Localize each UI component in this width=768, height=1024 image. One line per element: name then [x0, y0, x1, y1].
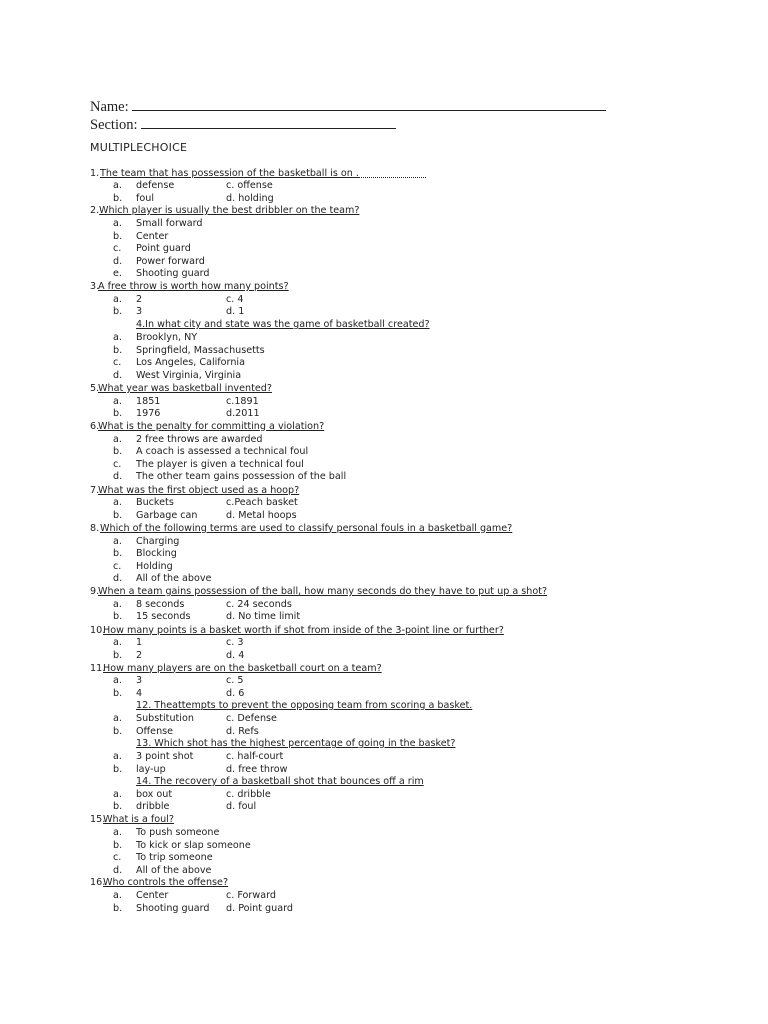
- option-letter: a.: [113, 535, 122, 547]
- option-row: [0, 536, 768, 549]
- option-letter: b.: [113, 344, 123, 356]
- section-title: MULTIPLECHOICE: [90, 141, 188, 154]
- option-text[interactable]: Shooting guard: [136, 268, 210, 279]
- option-text[interactable]: 1: [136, 637, 143, 648]
- option-text[interactable]: d. No time limit: [226, 611, 301, 622]
- question-number: 7.: [90, 484, 100, 496]
- option-text[interactable]: Small forward: [136, 218, 203, 229]
- section-line: [90, 114, 396, 133]
- question-9: [0, 586, 768, 599]
- question-text: Who controls the offense?: [103, 877, 229, 888]
- option-text[interactable]: 3: [136, 675, 143, 686]
- option-row: [0, 180, 768, 193]
- question-text: A free throw is worth how many points?: [98, 281, 289, 292]
- option-letter: b.: [113, 192, 123, 204]
- option-text[interactable]: dribble: [136, 801, 170, 812]
- question-text: 14. The recovery of a basketball shot that bounces off a rim: [136, 776, 424, 787]
- option-text[interactable]: c. 4: [226, 293, 244, 305]
- question-text-part: The team that has possession of the basketball is on: [100, 168, 353, 179]
- option-text[interactable]: Buckets: [136, 497, 174, 508]
- option-letter: c.: [113, 357, 122, 368]
- option-letter: b.: [113, 306, 123, 317]
- option-row: [0, 903, 768, 916]
- question-text: When a team gains possession of the ball, how many seconds do they have to put up a shot?: [98, 586, 548, 597]
- question-text: What is the penalty for committing a violation?: [98, 420, 325, 432]
- question-8: [0, 523, 768, 536]
- option-letter: c.: [113, 458, 122, 470]
- answer-blank: [172, 700, 246, 710]
- option-text[interactable]: Shooting guard: [136, 902, 210, 914]
- option-row: [0, 332, 768, 345]
- option-letter: a.: [113, 497, 122, 508]
- option-row: [0, 611, 768, 624]
- option-text[interactable]: c. 3: [226, 637, 244, 648]
- option-letter: a.: [113, 637, 122, 648]
- question-number: 15.: [90, 814, 106, 825]
- question-text-part: 12. The: [136, 700, 173, 711]
- question-number: 16.: [90, 877, 106, 888]
- option-letter: b.: [113, 725, 123, 737]
- option-text[interactable]: Brooklyn, NY: [136, 332, 198, 343]
- option-row: [0, 764, 768, 777]
- question-15: [0, 814, 768, 827]
- option-text[interactable]: d. Metal hoops: [226, 510, 297, 521]
- question-number: 5.: [90, 383, 100, 394]
- option-text[interactable]: d. 6: [226, 687, 245, 699]
- question-3: [0, 281, 768, 294]
- option-text[interactable]: Center: [136, 230, 169, 242]
- option-letter: d.: [113, 471, 123, 482]
- option-row: [0, 306, 768, 319]
- option-row: [0, 599, 768, 612]
- question-11: [0, 663, 768, 676]
- option-text[interactable]: All of the above: [136, 573, 212, 584]
- option-text[interactable]: 2 free throws are awarded: [136, 433, 263, 445]
- name-field[interactable]: [132, 96, 606, 111]
- option-text[interactable]: d. foul: [226, 801, 257, 812]
- option-text[interactable]: 4: [136, 687, 143, 699]
- question-number: 1.: [90, 168, 100, 179]
- option-text[interactable]: Blocking: [136, 548, 177, 559]
- option-text[interactable]: Holding: [136, 560, 173, 572]
- option-text[interactable]: Power forward: [136, 255, 205, 267]
- option-text[interactable]: c. half-court: [226, 751, 284, 762]
- question-12: [0, 700, 768, 713]
- option-row: [0, 789, 768, 802]
- option-text[interactable]: 2: [136, 293, 143, 305]
- option-letter: b.: [113, 548, 123, 559]
- question-1: [0, 168, 768, 181]
- question-text: What is a foul?: [103, 814, 174, 825]
- question-text: How many points is a basket worth if shot from inside of the 3-point line or further?: [103, 624, 504, 636]
- option-text[interactable]: The player is given a technical foul: [136, 458, 304, 470]
- question-text: 13. Which shot has the highest percentage of going in the basket?: [136, 738, 456, 749]
- option-letter: b.: [113, 839, 123, 851]
- option-text[interactable]: d. holding: [226, 192, 274, 204]
- option-text[interactable]: Offense: [136, 725, 174, 737]
- option-text[interactable]: 3: [136, 306, 143, 317]
- option-row: [0, 370, 768, 383]
- option-letter: a.: [113, 598, 122, 610]
- question-text-part: attempts to prevent the opposing team from scoring a basket.: [172, 700, 473, 711]
- option-letter: d.: [113, 369, 123, 381]
- option-letter: d.: [113, 864, 123, 876]
- option-row: [0, 408, 768, 421]
- option-row: [0, 548, 768, 561]
- option-text[interactable]: c. Defense: [226, 713, 277, 724]
- question-6: [0, 421, 768, 434]
- option-text[interactable]: To kick or slap someone: [136, 839, 251, 851]
- option-text[interactable]: To trip someone: [136, 852, 213, 863]
- option-text[interactable]: Springfield, Massachusetts: [136, 344, 265, 356]
- option-row: [0, 294, 768, 307]
- option-text[interactable]: c. 24 seconds: [226, 598, 292, 610]
- question-text: What was the first object used as a hoop?: [98, 484, 300, 496]
- option-row: [0, 243, 768, 256]
- option-text[interactable]: defense: [136, 180, 175, 191]
- option-letter: a.: [113, 180, 122, 191]
- question-number: 6.: [90, 420, 100, 432]
- section-field[interactable]: [141, 114, 396, 129]
- option-row: [0, 256, 768, 269]
- question-number: 9.: [90, 586, 100, 597]
- option-text[interactable]: c. 5: [226, 675, 244, 686]
- option-letter: a.: [113, 675, 122, 686]
- option-row: [0, 231, 768, 244]
- option-text[interactable]: 1851: [136, 395, 161, 407]
- option-row: [0, 726, 768, 739]
- question-number: 2.: [90, 205, 100, 216]
- option-text[interactable]: d.2011: [226, 408, 260, 419]
- section-label: Section:: [90, 117, 138, 133]
- question-2: [0, 205, 768, 218]
- question-14: [0, 776, 768, 789]
- name-label: Name:: [90, 99, 129, 115]
- option-letter: b.: [113, 446, 123, 457]
- question-number: 8.: [90, 522, 100, 534]
- option-letter: b.: [113, 611, 123, 622]
- option-row: [0, 713, 768, 726]
- option-row: [0, 268, 768, 281]
- option-text[interactable]: box out: [136, 788, 173, 800]
- option-letter: a.: [113, 751, 122, 762]
- option-text[interactable]: d. Point guard: [226, 902, 293, 914]
- option-text[interactable]: c. dribble: [226, 788, 271, 800]
- option-text[interactable]: c.Peach basket: [226, 497, 298, 508]
- question-5: [0, 383, 768, 396]
- option-text[interactable]: Garbage can: [136, 510, 198, 521]
- option-row: [0, 852, 768, 865]
- question-text: Which of the following terms are used to classify personal fouls in a basketball game?: [100, 522, 513, 534]
- question-text: 4.In what city and state was the game of basketball created?: [136, 319, 430, 330]
- option-letter: b.: [113, 649, 123, 661]
- option-text[interactable]: Substitution: [136, 713, 194, 724]
- question-10: [0, 625, 768, 638]
- answer-blank: [356, 168, 426, 178]
- option-row: [0, 675, 768, 688]
- question-16: [0, 877, 768, 890]
- option-letter: e.: [113, 268, 122, 279]
- option-letter: b.: [113, 902, 123, 914]
- option-text[interactable]: c.1891: [226, 395, 259, 407]
- question-tail: .: [355, 168, 359, 179]
- option-text[interactable]: c. offense: [226, 180, 273, 191]
- option-letter: c.: [113, 852, 122, 863]
- question-number: 3.: [90, 281, 100, 292]
- option-text[interactable]: 15 seconds: [136, 611, 191, 622]
- option-text[interactable]: West Virginia, Virginia: [136, 369, 242, 381]
- option-row: [0, 561, 768, 574]
- option-row: [0, 193, 768, 206]
- option-text[interactable]: foul: [136, 192, 154, 204]
- option-text[interactable]: A coach is assessed a technical foul: [136, 446, 309, 457]
- option-row: [0, 396, 768, 409]
- option-letter: a.: [113, 293, 122, 305]
- option-text[interactable]: 2: [136, 649, 143, 661]
- option-row: [0, 637, 768, 650]
- question-number: 11.: [90, 662, 106, 674]
- option-row: [0, 459, 768, 472]
- option-text[interactable]: To push someone: [136, 827, 220, 838]
- option-letter: a.: [113, 433, 122, 445]
- option-row: [0, 865, 768, 878]
- option-row: [0, 434, 768, 447]
- option-text[interactable]: Center: [136, 890, 169, 901]
- option-row: [0, 510, 768, 523]
- option-letter: b.: [113, 763, 123, 775]
- option-letter: d.: [113, 573, 123, 584]
- question-text: What year was basketball invented?: [98, 383, 272, 394]
- option-text[interactable]: 1976: [136, 408, 161, 419]
- option-letter: a.: [113, 827, 122, 838]
- option-text[interactable]: Charging: [136, 535, 180, 547]
- option-row: [0, 840, 768, 853]
- option-text[interactable]: lay-up: [136, 763, 166, 775]
- option-letter: a.: [113, 788, 122, 800]
- option-text[interactable]: d. 1: [226, 306, 245, 317]
- option-row: [0, 345, 768, 358]
- option-row: [0, 890, 768, 903]
- question-13: [0, 738, 768, 751]
- option-row: [0, 471, 768, 484]
- question-7: [0, 485, 768, 498]
- option-row: [0, 801, 768, 814]
- option-row: [0, 573, 768, 586]
- question-text: How many players are on the basketball court on a team?: [103, 662, 382, 674]
- option-letter: b.: [113, 801, 123, 812]
- option-letter: a.: [113, 332, 122, 343]
- option-text[interactable]: Los Angeles, California: [136, 357, 245, 368]
- option-row: [0, 751, 768, 764]
- question-text: [136, 700, 472, 713]
- option-text[interactable]: The other team gains possession of the ball: [136, 471, 347, 482]
- option-letter: c.: [113, 243, 122, 254]
- question-text: Which player is usually the best dribbler on the team?: [99, 205, 360, 216]
- question-number: 10.: [90, 624, 106, 636]
- name-line: [90, 96, 606, 115]
- option-text[interactable]: d. Refs: [226, 725, 259, 737]
- option-letter: b.: [113, 230, 123, 242]
- option-text[interactable]: All of the above: [136, 864, 212, 876]
- option-row: [0, 688, 768, 701]
- option-letter: b.: [113, 687, 123, 699]
- option-text[interactable]: c. Forward: [226, 890, 276, 901]
- option-row: [0, 827, 768, 840]
- question-4: [0, 319, 768, 332]
- option-letter: a.: [113, 218, 122, 229]
- option-text[interactable]: d. 4: [226, 649, 245, 661]
- option-row: [0, 446, 768, 459]
- option-row: [0, 650, 768, 663]
- option-letter: b.: [113, 408, 123, 419]
- question-text: [100, 168, 359, 181]
- option-letter: d.: [113, 255, 123, 267]
- option-text[interactable]: Point guard: [136, 243, 191, 254]
- option-letter: a.: [113, 890, 122, 901]
- option-letter: b.: [113, 510, 123, 521]
- option-text[interactable]: 3 point shot: [136, 751, 194, 762]
- option-text[interactable]: 8 seconds: [136, 598, 185, 610]
- option-letter: a.: [113, 713, 122, 724]
- option-row: [0, 357, 768, 370]
- option-text[interactable]: d. free throw: [226, 763, 288, 775]
- option-row: [0, 497, 768, 510]
- option-row: [0, 218, 768, 231]
- option-letter: c.: [113, 560, 122, 572]
- option-letter: a.: [113, 395, 122, 407]
